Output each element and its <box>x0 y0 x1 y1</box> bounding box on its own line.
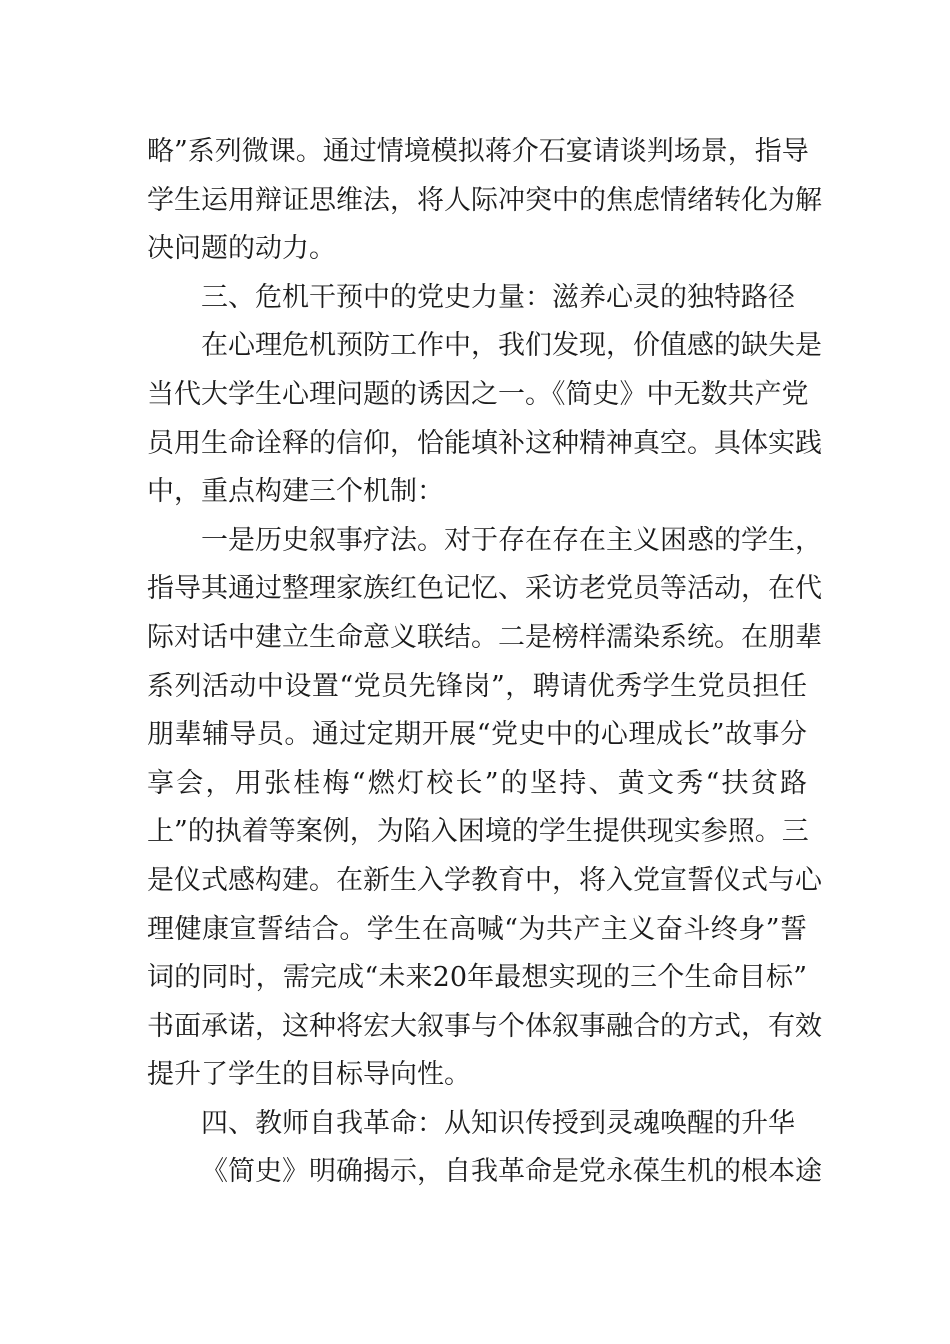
body-line: 提升了学生的目标导向性。 <box>147 1059 471 1091</box>
body-line: 书面承诺，这种将宏大叙事与个体叙事融合的方式，有效 <box>147 1010 822 1042</box>
body-line: 系列活动中设置“党员先锋岗”，聘请优秀学生党员担任 <box>147 670 807 702</box>
body-line: 享会，用张桂梅“燃灯校长”的坚持、黄文秀“扶贫路 <box>147 767 807 799</box>
body-line: 略”系列微课。通过情境模拟蒋介石宴请谈判场景，指导 <box>147 136 809 167</box>
body-line: 员用生命诠释的信仰，恰能填补这种精神真空。具体实践 <box>147 427 822 459</box>
body-line: 际对话中建立生命意义联结。二是榜样濡染系统。在朋辈 <box>147 621 822 653</box>
body-line: 词的同时，需完成“未来20年最想实现的三个生命目标” <box>147 962 807 994</box>
body-line: 上”的执着等案例，为陷入困境的学生提供现实参照。三 <box>147 816 809 848</box>
body-line: 朋辈辅导员。通过定期开展“党史中的心理成长”故事分 <box>147 719 807 751</box>
body-line: 当代大学生心理问题的诱因之一。《简史》中无数共产党 <box>147 378 809 410</box>
paragraph-start-line: 一是历史叙事疗法。对于存在存在主义困惑的学生， <box>201 524 822 556</box>
paragraph-start-line: 《简史》明确揭示，自我革命是党永葆生机的根本途 <box>201 1156 822 1188</box>
body-line: 决问题的动力。 <box>147 233 336 265</box>
paragraph-start-line: 在心理危机预防工作中，我们发现，价值感的缺失是 <box>201 330 822 362</box>
document-page <box>147 128 822 1197</box>
body-line: 学生运用辩证思维法，将人际冲突中的焦虑情绪转化为解 <box>147 184 822 216</box>
body-line: 理健康宣誓结合。学生在高喊“为共产主义奋斗终身”誓 <box>147 913 807 945</box>
section-heading-4: 四、教师自我革命：从知识传授到灵魂唤醒的升华 <box>201 1107 795 1139</box>
body-line: 是仪式感构建。在新生入学教育中，将入党宣誓仪式与心 <box>147 864 822 896</box>
body-line: 指导其通过整理家族红色记忆、采访老党员等活动，在代 <box>147 573 822 605</box>
body-line: 中，重点构建三个机制： <box>147 476 444 508</box>
section-heading-3: 三、危机干预中的党史力量：滋养心灵的独特路径 <box>201 281 795 313</box>
